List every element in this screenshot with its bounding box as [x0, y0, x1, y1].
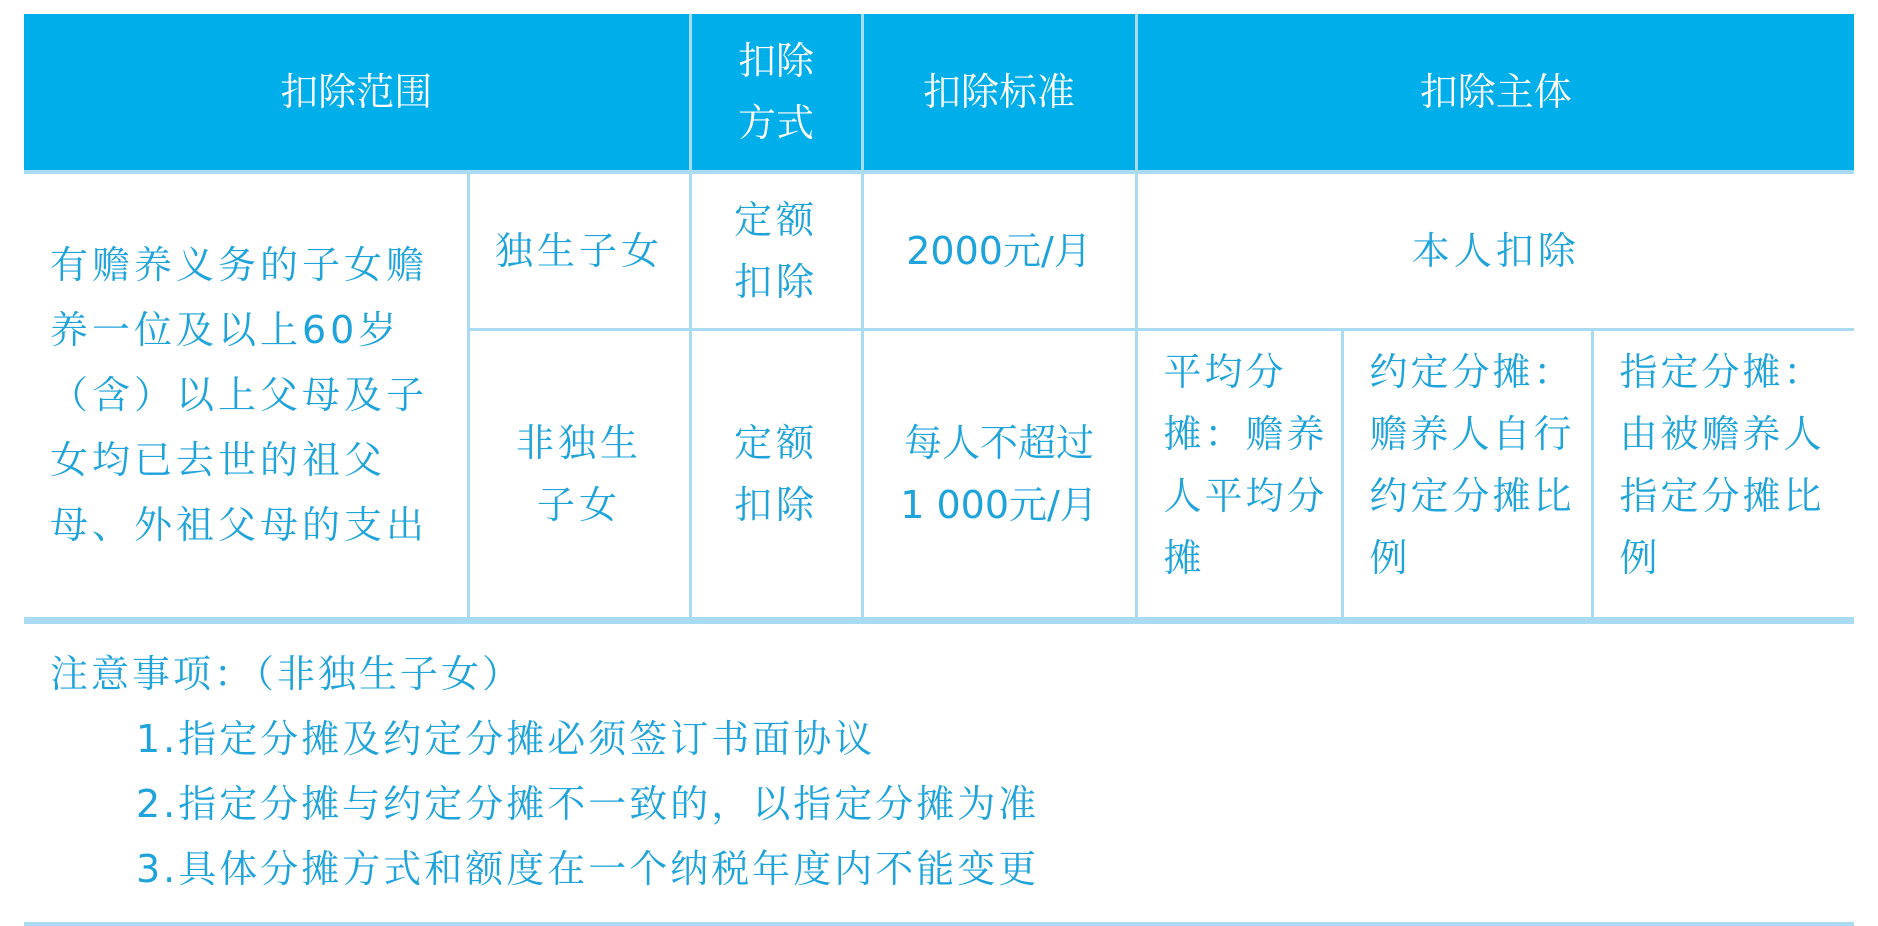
header-subject: 扣除主体: [1136, 14, 1854, 172]
method-line2: 扣除: [734, 260, 819, 304]
subject-average-split: 平均分摊：赡养人平均分摊: [1136, 330, 1342, 619]
header-method-line2: 方式: [738, 101, 815, 145]
method-line2: 扣除: [734, 483, 819, 527]
header-standard: 扣除标准: [862, 14, 1136, 172]
header-range: 扣除范围: [24, 14, 690, 172]
standard-non-only-child: [862, 330, 1136, 619]
notes-section: [24, 620, 1854, 926]
standard-line1: 每人不超过: [904, 421, 1095, 465]
category-non-only-child: [468, 330, 690, 619]
method-line1: 定额: [734, 198, 819, 242]
method-non-only-child: [690, 330, 862, 619]
notes-title: 注意事项：（非独生子女）: [50, 652, 524, 696]
notes-item-2: 2.指定分摊与约定分摊不一致的，以指定分摊为准: [136, 782, 1040, 826]
method-only-child: [690, 172, 862, 330]
header-row: [24, 14, 1854, 172]
standard-line2: 1 000元/月: [900, 483, 1098, 527]
method-line1: 定额: [734, 421, 819, 465]
notes-item-3: 3.具体分摊方式和额度在一个纳税年度内不能变更: [136, 847, 1040, 891]
subject-designated-split: 指定分摊：由被赡养人指定分摊比例: [1592, 330, 1854, 619]
subject-only-child: 本人扣除: [1136, 172, 1854, 330]
table-row-only-child: [24, 172, 1854, 330]
subject-agreed-split: 约定分摊：赡养人自行约定分摊比例: [1342, 330, 1592, 619]
notes-item-1: 1.指定分摊及约定分摊必须签订书面协议: [136, 717, 876, 761]
category-only-child: 独生子女: [468, 172, 690, 330]
header-method-line1: 扣除: [738, 39, 815, 83]
standard-only-child: 2000元/月: [862, 172, 1136, 330]
header-method: [690, 14, 862, 172]
deduction-table-container: [24, 14, 1854, 926]
category-line1: 非独生: [516, 421, 643, 465]
category-line2: 子女: [537, 483, 622, 527]
scope-cell: 有赡养义务的子女赡养一位及以上60岁（含）以上父母及子女均已去世的祖父母、外祖父母的支出: [24, 172, 468, 619]
deduction-table: [24, 14, 1854, 620]
